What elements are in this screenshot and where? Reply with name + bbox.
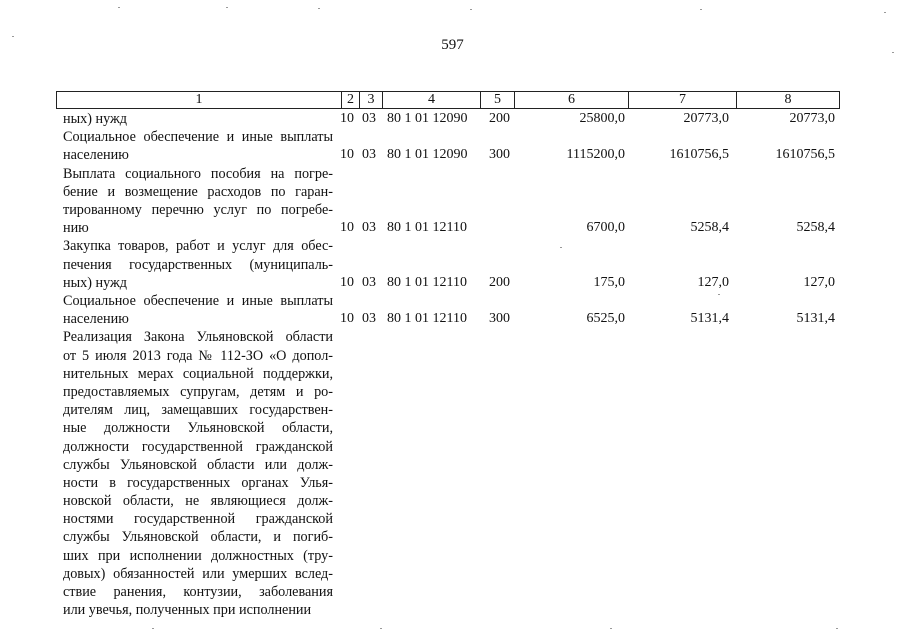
description-line: ности в государственных органах Улья- [63,474,333,491]
description-line: ных) нужд [63,274,128,291]
header-col-5: 5 [481,92,515,108]
scan-speck [892,52,894,53]
cell-c5: 300 [489,147,510,163]
scan-speck [610,628,612,629]
description-line: предоставляемых супругам, детям и ро- [63,383,333,400]
cell-c7: 5258,4 [690,220,729,236]
header-col-7: 7 [629,92,737,108]
description-line: бение и возмещение расходов по гаран- [63,183,333,200]
scan-speck [700,9,702,10]
cell-c7: 1610756,5 [669,147,729,163]
scan-speck [836,628,838,629]
header-col-1: 1 [57,92,342,108]
description-line: ствие ранения, контузии, заболевания [63,584,333,601]
cell-c5: 300 [489,311,510,327]
description-line: населению [63,147,129,164]
cell-c4: 80 1 01 12110 [387,220,467,236]
row-description [63,292,333,328]
description-line: новской области, не являющиеся долж- [63,493,333,510]
cell-c2: 10 [340,147,354,163]
header-col-3: 3 [360,92,383,108]
description-line: или увечья, полученных при исполнении [63,602,312,619]
scan-speck [226,7,228,8]
description-line: ностями государственной гражданской [63,511,333,528]
cell-c6: 1115200,0 [566,147,625,163]
row-description [63,110,333,128]
cell-c4: 80 1 01 12090 [387,111,468,126]
description-line: дителям лиц, замещавших государствен- [63,402,333,419]
cell-c8: 20773,0 [789,111,835,126]
header-col-8: 8 [784,92,792,107]
scan-speck [718,294,720,295]
description-line: должности государственной гражданской [63,438,333,455]
description-line: Социальное обеспечение и иные выплаты [63,293,333,309]
table-row [0,110,905,128]
description-line: ных) нужд [63,111,128,127]
table-row [0,292,905,328]
cell-c3: 03 [362,274,376,290]
cell-c3: 03 [362,147,376,163]
cell-c5: 200 [489,274,510,290]
description-line: от 5 июля 2013 года № 112-ЗО «О допол- [63,347,333,364]
scan-speck [152,628,154,629]
header-col-2: 2 [342,92,360,108]
cell-c7: 20773,0 [683,111,729,126]
table-row [0,328,905,619]
cell-c4: 80 1 01 12110 [387,274,467,290]
cell-c6: 6525,0 [586,311,625,327]
cell-c3: 03 [362,111,376,126]
cell-c8: 5131,4 [796,311,835,327]
description-line: нительных мерах социальной поддержки, [63,365,333,382]
description-line: ные должности Ульяновской области, [63,420,333,437]
description-line: печения государственных (муниципаль- [63,256,333,273]
row-description [63,237,333,292]
table-row [0,237,905,292]
description-line: довых) обязанностей или умерших вслед- [63,565,333,582]
cell-c2: 10 [340,274,354,290]
description-line: Реализация Закона Ульяновской области [63,329,333,346]
cell-c7: 5131,4 [690,311,729,327]
cell-c8: 127,0 [803,274,835,290]
cell-c2: 10 [340,111,354,126]
description-line: ших при исполнении должностных (тру- [63,547,333,564]
page-number: 597 [441,37,464,53]
description-line: тированному перечню услуг по погребе- [63,201,333,218]
table-row [0,165,905,238]
table-header [56,91,840,109]
scan-speck [380,628,382,629]
cell-c3: 03 [362,311,376,327]
cell-c8: 1610756,5 [775,147,835,163]
row-description [63,328,333,619]
cell-c7: 127,0 [697,274,729,290]
table-row [0,128,905,164]
scan-speck [318,8,320,9]
header-col-6: 6 [515,92,629,108]
cell-c6: 25800,0 [579,111,625,126]
scan-speck [470,9,472,10]
cell-c4: 80 1 01 12090 [387,147,468,163]
header-col-4: 4 [383,92,481,108]
description-line: службы Ульяновской области, и погиб- [63,529,333,546]
scan-speck [884,12,886,13]
scan-speck [560,247,562,248]
description-line: нию [63,220,89,237]
cell-c6: 6700,0 [586,220,625,236]
cell-c2: 10 [340,220,354,236]
row-description [63,128,333,164]
description-line: Закупка товаров, работ и услуг для обес- [63,238,333,255]
description-line: Социальное обеспечение и иные выплаты [63,129,333,146]
description-line: Выплата социального пособия на погре- [63,165,333,182]
cell-c5: 200 [489,111,510,126]
cell-c4: 80 1 01 12110 [387,311,467,327]
scan-speck [118,7,120,8]
cell-c8: 5258,4 [796,220,835,236]
scan-speck [12,36,14,37]
cell-c2: 10 [340,311,354,327]
row-description [63,165,333,238]
description-line: населению [63,311,129,328]
cell-c3: 03 [362,220,376,236]
cell-c6: 175,0 [593,274,625,290]
description-line: службы Ульяновской области или долж- [63,456,333,473]
